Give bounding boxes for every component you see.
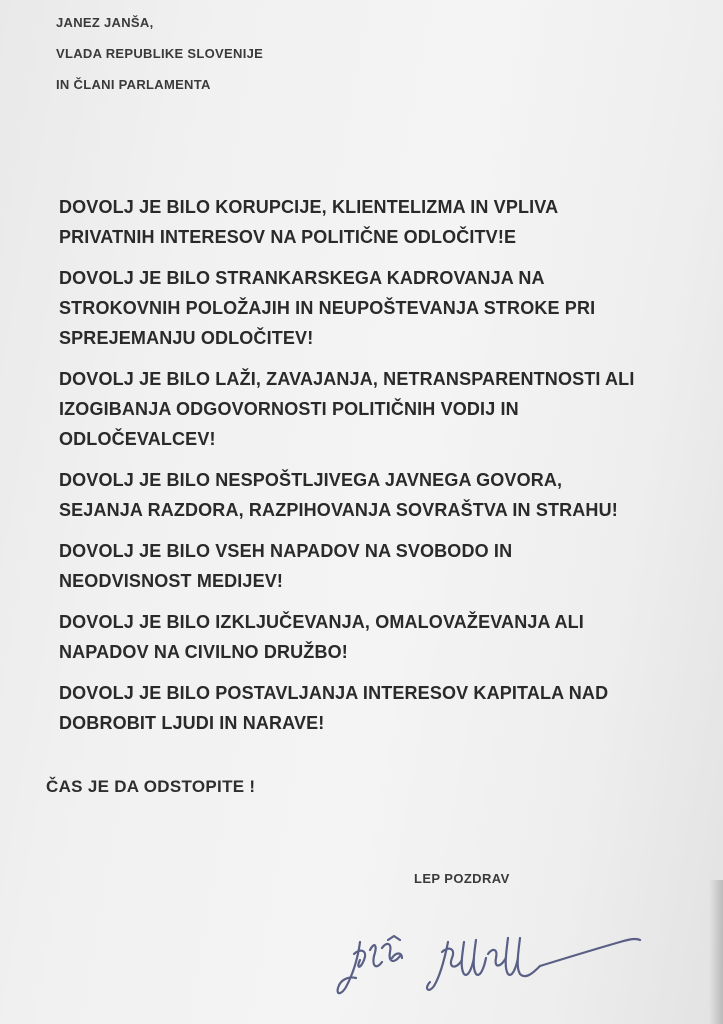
- demand-line: NEODVISNOST MEDIJEV!: [59, 571, 284, 591]
- demand-line: DOVOLJ JE BILO IZKLJUČEVANJA, OMALOVAŽEVANJA ALI: [59, 612, 584, 632]
- signature-drawing: [330, 912, 660, 1012]
- demand-paragraph: [59, 607, 714, 667]
- demand-line: DOVOLJ JE BILO LAŽI, ZAVAJANJA, NETRANSPARENTNOSTI ALI: [59, 369, 635, 389]
- demand-paragraph: [59, 536, 714, 596]
- demand-line: PRIVATNIH INTERESOV NA POLITIČNE ODLOČITV!E: [59, 227, 517, 247]
- demands-list: [59, 192, 714, 749]
- demand-line: DOVOLJ JE BILO POSTAVLJANJA INTERESOV KAPITALA NAD: [59, 683, 609, 703]
- demand-line: NAPADOV NA CIVILNO DRUŽBO!: [59, 642, 348, 662]
- demand-paragraph: [59, 364, 714, 454]
- demand-line: DOBROBIT LJUDI IN NARAVE!: [59, 713, 325, 733]
- page-edge-shadow: [709, 880, 723, 1024]
- demand-paragraph: [59, 465, 714, 525]
- greeting: LEP POZDRAV: [414, 871, 510, 886]
- demand-line: SPREJEMANJU ODLOČITEV!: [59, 328, 314, 348]
- demand-line: DOVOLJ JE BILO NESPOŠTLJIVEGA JAVNEGA GOVORA,: [59, 470, 563, 490]
- demand-line: IZOGIBANJA ODGOVORNOSTI POLITIČNIH VODIJ IN: [59, 399, 519, 419]
- closing-demand: ČAS JE DA ODSTOPITE !: [46, 777, 256, 796]
- demand-line: STROKOVNIH POLOŽAJIH IN NEUPOŠTEVANJA STROKE PRI: [59, 298, 596, 318]
- demand-line: ODLOČEVALCEV!: [59, 429, 216, 449]
- handwritten-signature: [330, 912, 660, 1012]
- addressee-block: [56, 14, 456, 107]
- addressee-line: VLADA REPUBLIKE SLOVENIJE: [56, 46, 264, 61]
- demand-line: DOVOLJ JE BILO KORUPCIJE, KLIENTELIZMA IN VPLIVA: [59, 197, 559, 217]
- demand-line: DOVOLJ JE BILO VSEH NAPADOV NA SVOBODO IN: [59, 541, 513, 561]
- demand-paragraph: [59, 678, 714, 738]
- demand-paragraph: [59, 192, 714, 252]
- addressee-line: JANEZ JANŠA,: [56, 15, 154, 30]
- demand-line: SEJANJA RAZDORA, RAZPIHOVANJA SOVRAŠTVA IN STRAHU!: [59, 500, 618, 520]
- demand-line: DOVOLJ JE BILO STRANKARSKEGA KADROVANJA NA: [59, 268, 545, 288]
- addressee-line: IN ČLANI PARLAMENTA: [56, 77, 211, 92]
- demand-paragraph: [59, 263, 714, 353]
